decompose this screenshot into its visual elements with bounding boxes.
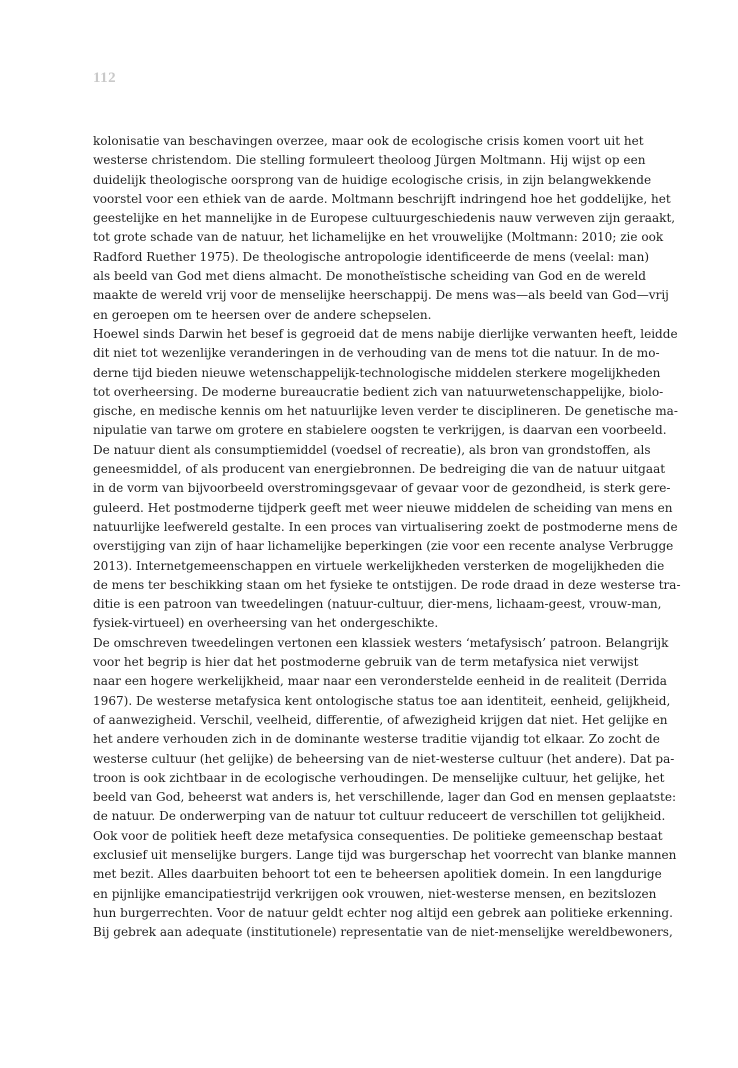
text-line: De omschreven tweedelingen vertonen een klassiek westers ‘metafysisch’ patroon. Belangrijk [93, 635, 669, 650]
text-line: 1967). De westerse metafysica kent ontologische status toe aan identiteit, eenheid, gelijkheid, [93, 693, 671, 708]
text-line: nipulatie van tarwe om grotere en stabielere oogsten te verkrijgen, is daarvan een voorbeeld. [93, 423, 667, 438]
text-line: geneesmiddel, of als producent van energiebronnen. De bedreiging die van de natuur uitgaat [93, 462, 666, 477]
text-line: tot grote schade van de natuur, het lichamelijke en het vrouwelijke (Moltmann: 2010; zie ook [93, 230, 664, 245]
text-line: en pijnlijke emancipatiestrijd verkrijgen ook vrouwen, niet-westerse mensen, en bezitslozen [93, 886, 657, 901]
text-line: als beeld van God met diens almacht. De monotheïstische scheiding van God en de wereld [93, 269, 646, 284]
text-line: de natuur. De onderwerping van de natuur tot cultuur reduceert de verschillen tot gelijkheid. [93, 809, 666, 824]
text-line: met bezit. Alles daarbuiten behoort tot een te beheersen apolitiek domein. In een langdurige [93, 867, 662, 882]
text-line: geestelijke en het mannelijke in de Europese cultuurgeschiedenis nauw verweven zijn geraakt, [93, 211, 676, 226]
text-line: westerse christendom. Die stelling formuleert theoloog Jürgen Moltmann. Hij wijst op een [93, 153, 646, 168]
text-line: voor het begrip is hier dat het postmoderne gebruik van de term metafysica niet verwijst [93, 655, 639, 670]
text-line: westerse cultuur (het gelijke) de beheersing van de niet-westerse cultuur (het andere). Dat pa- [93, 751, 675, 766]
text-line: gische, en medische kennis om het natuurlijke leven verder te disciplineren. De genetische ma- [93, 404, 678, 419]
text-line: het andere verhouden zich in de dominante westerse traditie vijandig tot elkaar. Zo zocht de [93, 732, 660, 747]
text-line: in de vorm van bijvoorbeeld overstromingsgevaar of gevaar voor de gezondheid, is sterk gere- [93, 481, 671, 496]
text-line: troon is ook zichtbaar in de ecologische verhoudingen. De menselijke cultuur, het gelijke, het [93, 770, 665, 785]
paragraph-4 [93, 827, 677, 943]
text-line: Radford Ruether 1975). De theologische antropologie identificeerde de mens (veelal: man) [93, 249, 650, 264]
body-text [93, 132, 681, 942]
text-line: tot overheersing. De moderne bureaucratie bedient zich van natuurwetenschappelijke, biolo- [93, 384, 664, 399]
text-line: kolonisatie van beschavingen overzee, maar ook de ecologische crisis komen voort uit het [93, 134, 644, 148]
text-line: hun burgerrechten. Voor de natuur geldt echter nog altijd een gebrek aan politieke erkenning. [93, 905, 673, 920]
paragraph-3 [93, 634, 677, 827]
text-line: beeld van God, beheerst wat anders is, het verschillende, lager dan God en mensen geplaatste: [93, 790, 677, 805]
text-line: of aanwezigheid. Verschil, veelheid, differentie, of afwezigheid krijgen dat niet. Het gelijke en [93, 712, 668, 727]
text-line: Bij gebrek aan adequate (institutionele) representatie van de niet-menselijke wereldbewoners, [93, 925, 673, 940]
page-number: 112 [93, 70, 117, 86]
text-line: Hoewel sinds Darwin het besef is gegroeid dat de mens nabije dierlijke verwanten heeft, leidde [93, 326, 678, 341]
text-line: maakte de wereld vrij voor de menselijke heerschappij. De mens was—als beeld van God—vrij [93, 288, 669, 303]
text-line: en geroepen om te heersen over de andere schepselen. [93, 307, 432, 322]
text-line: 2013). Internetgemeenschappen en virtuele werkelijkheden versterken de mogelijkheden die [93, 558, 665, 573]
text-line: naar een hogere werkelijkheid, maar naar een veronderstelde eenheid in de realiteit (Derrida [93, 674, 667, 689]
paragraph-2 [93, 325, 681, 634]
text-line: De natuur dient als consumptiemiddel (voedsel of recreatie), als bron van grondstoffen, als [93, 442, 651, 457]
paragraph-1 [93, 132, 676, 325]
text-line: de mens ter beschikking staan om het fysieke te ontstijgen. De rode draad in deze westerse tra- [93, 577, 681, 592]
text-line: ditie is een patroon van tweedelingen (natuur-cultuur, dier-mens, lichaam-geest, vrouw-man, [93, 597, 662, 612]
text-line: exclusief uit menselijke burgers. Lange tijd was burgerschap het voorrecht van blanke mannen [93, 847, 677, 862]
text-line: Ook voor de politiek heeft deze metafysica consequenties. De politieke gemeenschap bestaat [93, 828, 663, 843]
text-line: voorstel voor een ethiek van de aarde. Moltmann beschrijft indringend hoe het goddelijke, het [93, 191, 671, 206]
text-line: natuurlijke leefwereld gestalte. In een proces van virtualisering zoekt de postmoderne mens de [93, 519, 678, 534]
text-line: derne tijd bieden nieuwe wetenschappelijk-technologische middelen sterkere mogelijkheden [93, 365, 661, 380]
text-line: fysiek-virtueel) en overheersing van het ondergeschikte. [93, 616, 439, 631]
text-line: duidelijk theologische oorsprong van de huidige ecologische crisis, in zijn belangwekkende [93, 172, 652, 187]
text-line: overstijging van zijn of haar lichamelijke beperkingen (zie voor een recente analyse Verbrugge [93, 539, 674, 554]
text-line: dit niet tot wezenlijke veranderingen in de verhouding van de mens tot die natuur. In de mo- [93, 346, 660, 361]
text-line: guleerd. Het postmoderne tijdperk geeft met weer nieuwe middelen de scheiding van mens en [93, 500, 673, 515]
